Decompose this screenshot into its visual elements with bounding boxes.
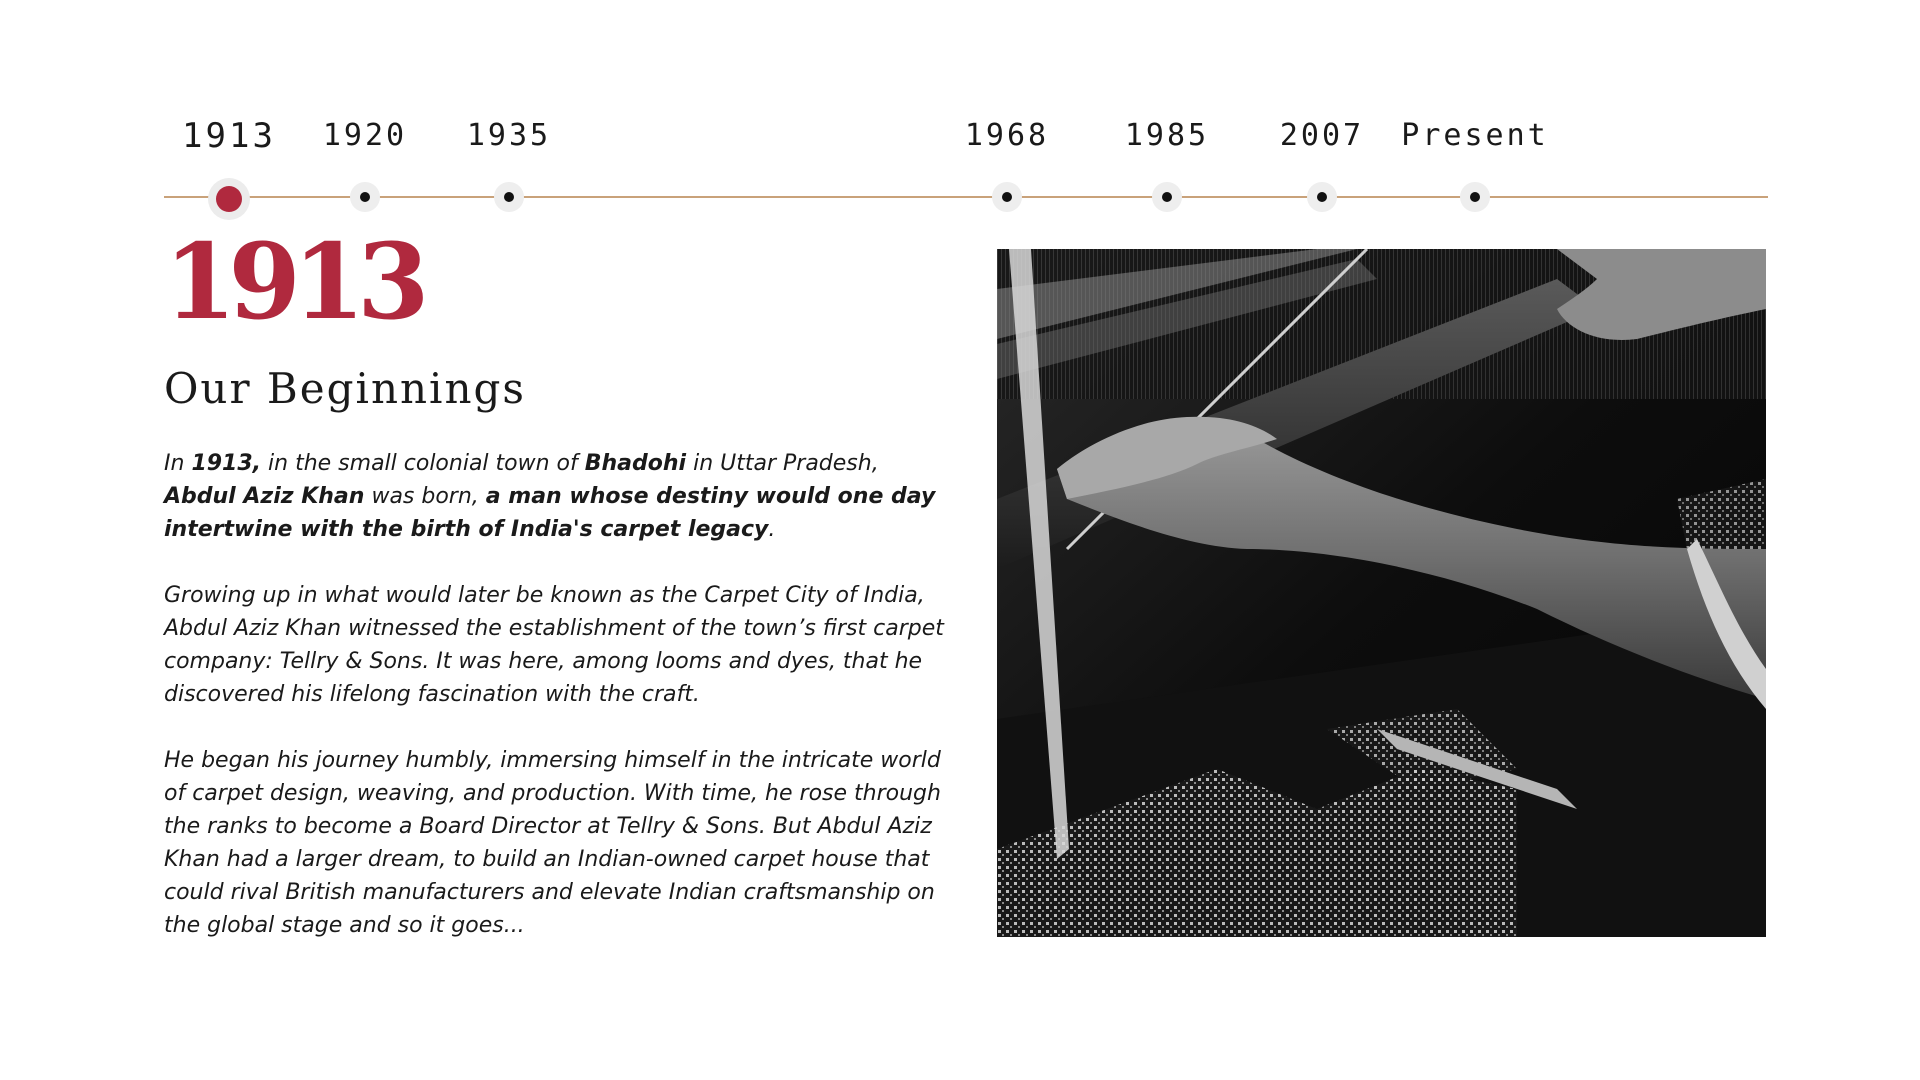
section-year: 1913 bbox=[164, 220, 422, 343]
intro-bold-town: Bhadohi bbox=[584, 451, 687, 476]
timeline-label[interactable]: 1985 bbox=[1124, 118, 1210, 153]
timeline-label[interactable]: 1935 bbox=[466, 118, 552, 153]
timeline-line bbox=[164, 196, 1768, 198]
timeline-label[interactable]: 1968 bbox=[964, 118, 1050, 153]
timeline-dot-active[interactable] bbox=[208, 178, 250, 220]
section-title: Our Beginnings bbox=[164, 364, 526, 413]
intro-bold-destiny: a man whose destiny would one day intertwine with the birth of India's carpet legacy bbox=[164, 484, 936, 542]
timeline-label[interactable]: 1920 bbox=[322, 118, 408, 153]
timeline-label[interactable]: 1913 bbox=[182, 116, 276, 156]
intro-bold-name: Abdul Aziz Khan bbox=[164, 484, 365, 509]
timeline-dot[interactable] bbox=[992, 182, 1022, 212]
paragraph-intro bbox=[164, 447, 944, 546]
intro-text: in Uttar Pradesh, bbox=[686, 451, 879, 476]
intro-text: In bbox=[164, 451, 192, 476]
timeline-dot[interactable] bbox=[1460, 182, 1490, 212]
timeline-nav bbox=[0, 0, 1920, 220]
section-content bbox=[164, 220, 944, 942]
loom-weaving-photo bbox=[997, 249, 1766, 937]
timeline-label[interactable]: 2007 bbox=[1279, 118, 1365, 153]
intro-text: was born, bbox=[364, 484, 486, 509]
intro-text: . bbox=[768, 517, 776, 542]
paragraph-journey: He began his journey humbly, immersing himself in the intricate world of carpet design, weaving, and production. With time, he rose through the ranks to become a Board Director at Tellry & Sons. But Abdul Aziz Khan had a larger dream, to build an Indian-owned carpet house that could rival British manufacturers and elevate Indian craftsmanship on the global stage and so it goes... bbox=[164, 748, 941, 938]
paragraph-childhood: Growing up in what would later be known as the Carpet City of India, Abdul Aziz Khan witnessed the establishment of the town’s first carpet company: Tellry & Sons. It was here, among looms and dyes, that he discovered his lifelong fascination with the craft. bbox=[164, 583, 944, 707]
timeline-dot[interactable] bbox=[494, 182, 524, 212]
intro-text: in the small colonial town of bbox=[261, 451, 585, 476]
timeline-dot[interactable] bbox=[1152, 182, 1182, 212]
intro-bold-year: 1913, bbox=[191, 451, 262, 476]
timeline-dot[interactable] bbox=[1307, 182, 1337, 212]
timeline-dot[interactable] bbox=[350, 182, 380, 212]
timeline-label[interactable]: Present bbox=[1401, 118, 1549, 153]
